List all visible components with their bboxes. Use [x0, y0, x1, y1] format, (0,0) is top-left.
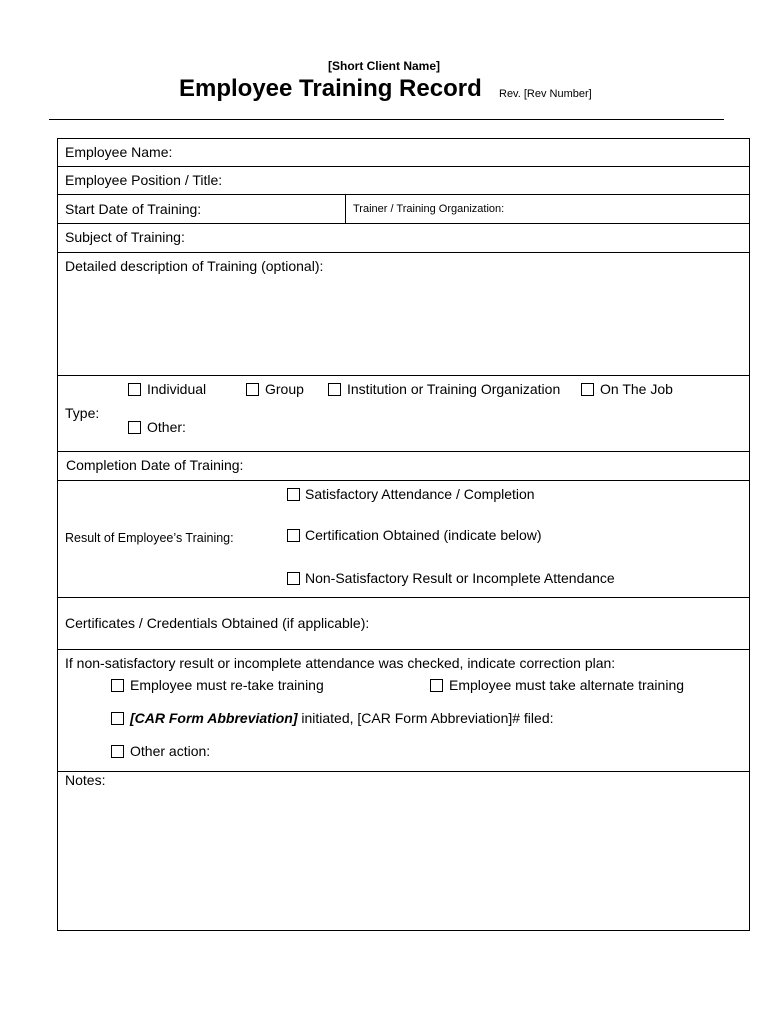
other-type-label: Other: [147, 419, 186, 435]
certification-label: Certification Obtained (indicate below) [305, 527, 542, 543]
on-the-job-label: On The Job [600, 381, 673, 397]
other-action-label: Other action: [130, 743, 211, 759]
car-label-rest: initiated, [CAR Form Abbreviation]# filed: [297, 710, 554, 726]
page-title: Employee Training Record [179, 75, 482, 102]
row-divider [57, 649, 750, 650]
description-field[interactable]: Detailed description of Training (optional): [65, 258, 324, 274]
alternate-label: Employee must take alternate training [449, 677, 685, 693]
row-divider [57, 480, 750, 481]
row-divider [57, 252, 750, 253]
header-divider [49, 119, 724, 120]
type-label: Type: [65, 405, 100, 421]
retake-label: Employee must re-take training [130, 677, 324, 693]
correction-intro: If non-satisfactory result or incomplete attendance was checked, indicate correction plan: [65, 655, 616, 671]
revision-number: Rev. [Rev Number] [499, 88, 592, 100]
institution-label: Institution or Training Organization [347, 381, 561, 397]
start-date-field[interactable]: Start Date of Training: [65, 201, 202, 217]
group-label: Group [265, 381, 304, 397]
row-divider [57, 771, 750, 772]
institution-checkbox[interactable] [328, 383, 341, 396]
satisfactory-checkbox[interactable] [287, 488, 300, 501]
result-label: Result of Employee’s Training: [65, 531, 234, 545]
row-divider [57, 223, 750, 224]
retake-checkbox[interactable] [111, 679, 124, 692]
row-divider [57, 451, 750, 452]
position-field[interactable]: Employee Position / Title: [65, 172, 223, 188]
trainer-field[interactable]: Trainer / Training Organization: [353, 203, 505, 215]
subject-field[interactable]: Subject of Training: [65, 229, 185, 245]
non-satisfactory-label: Non-Satisfactory Result or Incomplete Attendance [305, 570, 615, 586]
individual-label: Individual [147, 381, 207, 397]
certification-checkbox[interactable] [287, 529, 300, 542]
client-name: [Short Client Name] [327, 59, 440, 73]
column-divider [345, 194, 346, 223]
individual-checkbox[interactable] [128, 383, 141, 396]
row-divider [57, 375, 750, 376]
on-the-job-checkbox[interactable] [581, 383, 594, 396]
completion-date-field[interactable]: Completion Date of Training: [66, 457, 244, 473]
satisfactory-label: Satisfactory Attendance / Completion [305, 486, 535, 502]
row-divider [57, 166, 750, 167]
non-satisfactory-checkbox[interactable] [287, 572, 300, 585]
employee-name-field[interactable]: Employee Name: [65, 144, 173, 160]
alternate-checkbox[interactable] [430, 679, 443, 692]
row-divider [57, 194, 750, 195]
car-abbreviation: [CAR Form Abbreviation] [130, 710, 298, 726]
row-divider [57, 597, 750, 598]
group-checkbox[interactable] [246, 383, 259, 396]
car-label [130, 710, 554, 726]
other-action-checkbox[interactable] [111, 745, 124, 758]
certificates-field[interactable]: Certificates / Credentials Obtained (if applicable): [65, 615, 370, 631]
car-checkbox[interactable] [111, 712, 124, 725]
notes-field[interactable]: Notes: [65, 772, 106, 788]
other-type-checkbox[interactable] [128, 421, 141, 434]
